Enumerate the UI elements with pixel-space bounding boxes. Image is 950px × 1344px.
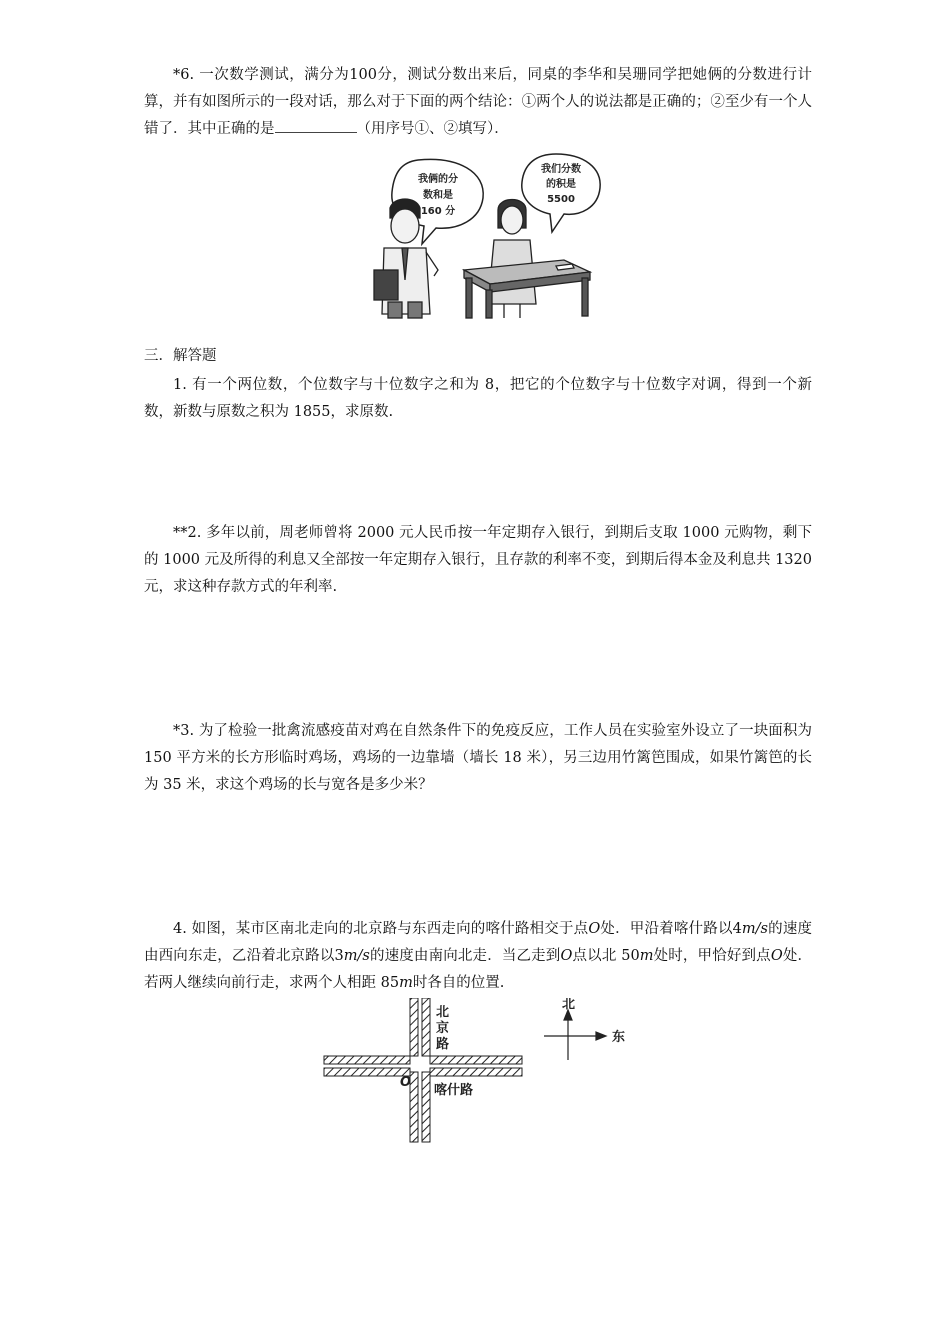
question-6 [144, 62, 812, 143]
beijing-road-label-3: 路 [436, 1037, 450, 1052]
girl-bubble-line-1: 我们分数 [541, 164, 581, 175]
east-label: 东 [612, 1030, 626, 1045]
point-label: O [588, 921, 601, 937]
answer-blank[interactable] [275, 118, 357, 133]
problem-text: 如图，某市区南北走向的北京路与东西走向的喀什路相交于点 [191, 921, 589, 937]
road-map [318, 998, 648, 1148]
question-text-tail: （用序号①、②填写）． [356, 121, 509, 137]
boy-bubble-line-3: 160 分 [420, 206, 456, 217]
problem-4 [144, 916, 812, 997]
girl-speech-bubble [522, 154, 600, 232]
problem-number: 4. [173, 921, 187, 937]
unit: m/s [741, 921, 768, 937]
problem-number: 1. [173, 377, 187, 393]
girl-bubble-line-2: 的积是 [546, 179, 576, 190]
beijing-road [410, 998, 430, 1142]
unit: m/s [343, 948, 370, 964]
point-label: O [770, 948, 783, 964]
beijing-road-label-1: 北 [436, 1005, 450, 1020]
problem-text: 处．甲沿着喀什路以 [600, 921, 733, 937]
boy-bubble-line-2: 数和是 [423, 190, 453, 201]
problem-text: 点以北 50 [572, 948, 640, 964]
girl-figure [488, 200, 536, 319]
problem-text: 多年以前，周老师曾将 2000 元人民币按一年定期存入银行，到期后支取 1000 元购物，剩下的 1000 元及所得的利息又全部按一年定期存入银行，且存款的利率不变，到期后得本金及利息共 1320 元，求这种存款方式的年利率. [144, 525, 812, 595]
problem-text: 有一个两位数，个位数字与十位数字之和为 8，把它的个位数字与十位数字对调，得到一个新数，新数与原数之积为 1855，求原数. [144, 377, 812, 420]
point-label: O [560, 948, 573, 964]
boy-bubble-line-1: 我俩的分 [418, 174, 458, 185]
unit: m [639, 948, 654, 964]
dialogue-illustration [368, 152, 604, 320]
speed-value: 3 [334, 948, 344, 964]
origin-label: O [400, 1075, 412, 1090]
girl-bubble-line-3: 5500 [547, 194, 575, 205]
beijing-road-label-2: 京 [436, 1021, 450, 1036]
problem-number: **2. [173, 525, 202, 541]
problem-text: 的速度由南向北走．当乙走到 [369, 948, 561, 964]
kashi-road-label: 喀什路 [434, 1083, 474, 1098]
question-text: 一次数学测试，满分为100分，测试分数出来后，同桌的李华和吴珊同学把她俩的分数进行计算，并有如图所示的一段对话，那么对于下面的两个结论：①两个人的说法都是正确的；②至少有一个人错了．其中正确的是 [144, 67, 812, 137]
problem-text: 时各自的位置. [412, 975, 505, 991]
problem-1 [144, 372, 812, 426]
problem-text: 处．若两人继续向前行走，求两个人相距 85 [144, 948, 813, 991]
problem-text: 的速度由西向东走，乙沿着北京路以 [144, 921, 813, 964]
problem-text: 处时，甲恰好到点 [653, 948, 771, 964]
problem-number: *3. [173, 723, 195, 739]
speed-value: 4 [732, 921, 742, 937]
problem-text: 为了检验一批禽流感疫苗对鸡在自然条件下的免疫反应，工作人员在实验室外设立了一块面积为 150 平方米的长方形临时鸡场，鸡场的一边靠墙（墙长 18 米），另三边用竹篱笆围成，如果竹篱笆的长为 35 米，求这个鸡场的长与宽各是多少米？ [144, 723, 813, 793]
unit: m [399, 975, 413, 991]
problem-3 [144, 718, 812, 799]
compass [544, 1010, 606, 1060]
north-label: 北 [562, 998, 576, 1012]
question-number: *6. [173, 67, 195, 83]
problem-2 [144, 520, 812, 601]
section-title: 三．解答题 [144, 348, 217, 364]
